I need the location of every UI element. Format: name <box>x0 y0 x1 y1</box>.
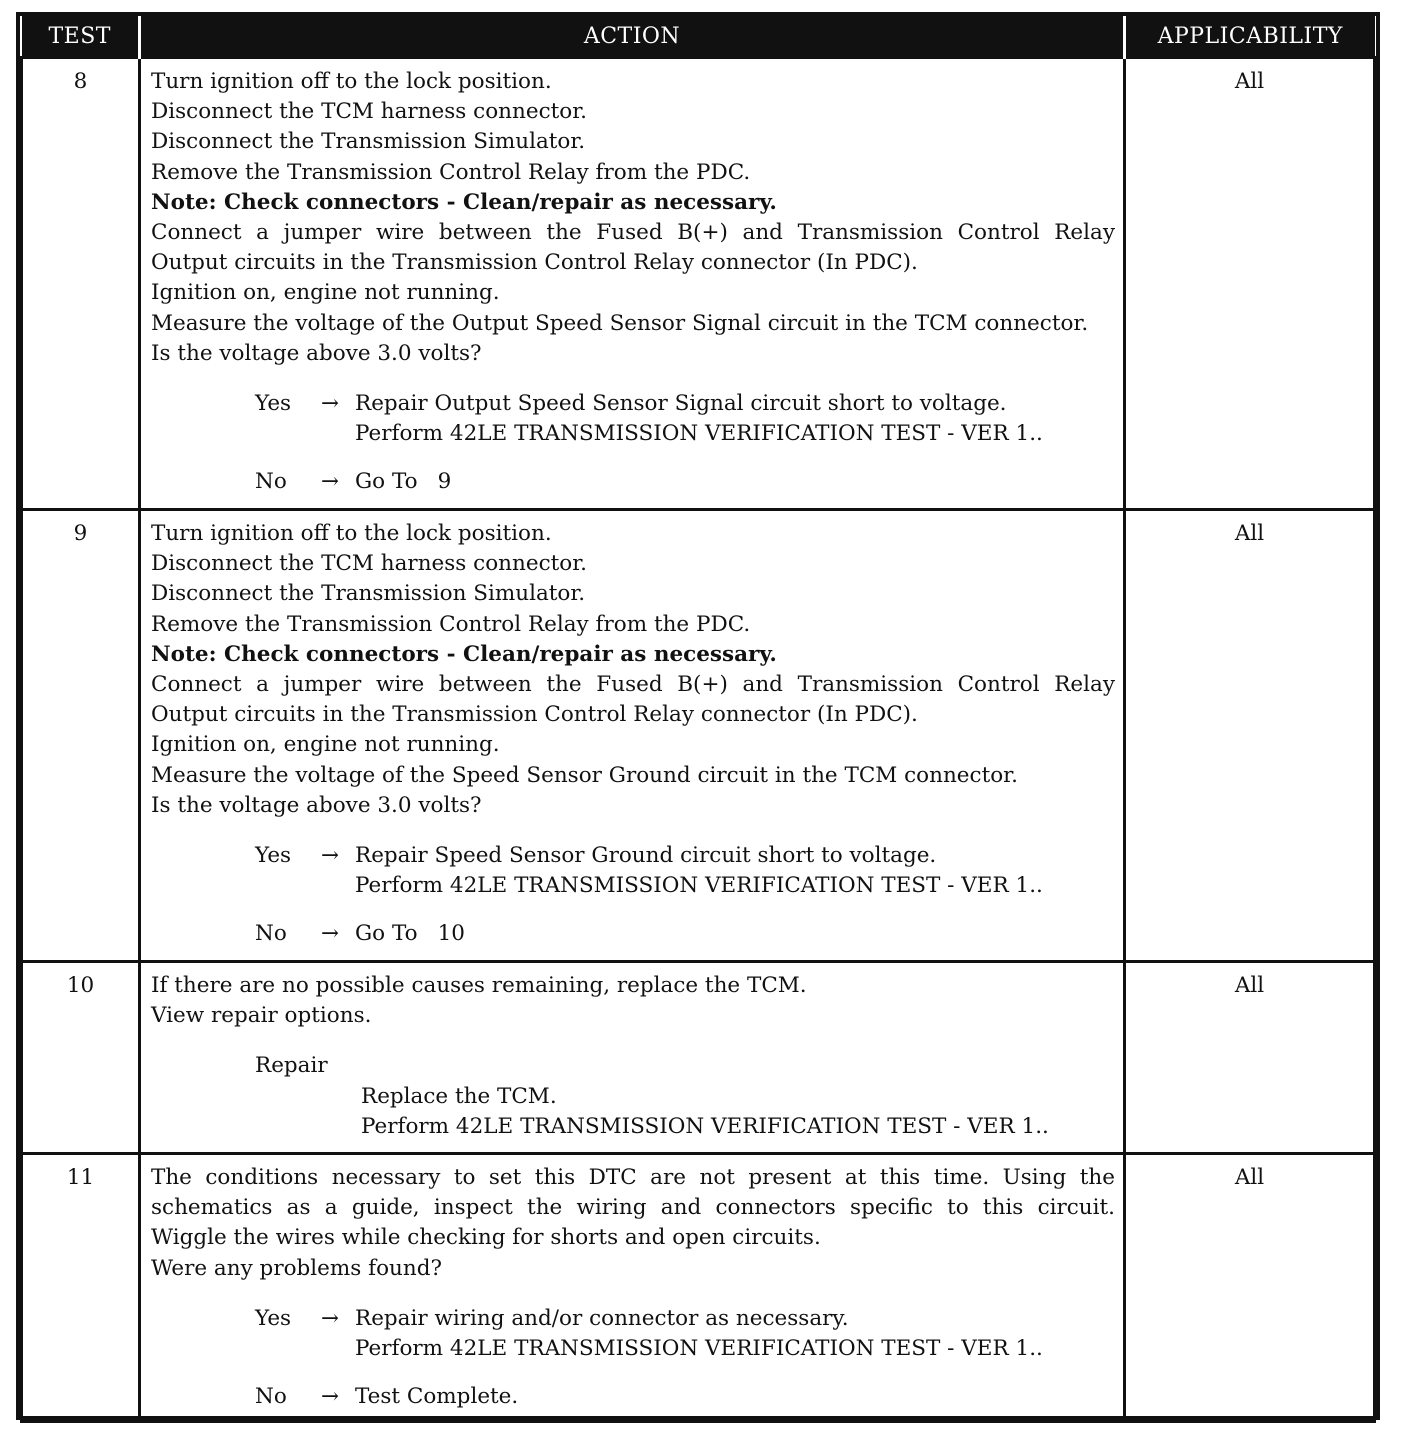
note-line: Note: Check connectors - Clean/repair as necessary. <box>151 189 777 215</box>
action-line: Ignition on, engine not running. <box>151 280 500 306</box>
action-line: Output circuits in the Transmission Control Relay connector (In PDC). <box>151 250 918 276</box>
action-line: Disconnect the TCM harness connector. <box>151 551 587 577</box>
arrow-icon: → <box>320 843 339 869</box>
action-line: Output circuits in the Transmission Control Relay connector (In PDC). <box>151 702 918 728</box>
header-action: ACTION <box>140 16 1125 58</box>
yes-action: Repair Speed Sensor Ground circuit short to voltage. <box>355 843 937 869</box>
no-label: No <box>255 469 287 495</box>
no-result <box>151 919 1115 949</box>
yes-action: Perform 42LE TRANSMISSION VERIFICATION TEST - VER 1.. <box>355 421 1043 447</box>
no-result <box>151 1382 1115 1412</box>
test-action <box>140 1154 1125 1422</box>
test-action <box>140 510 1125 962</box>
note-line: Note: Check connectors - Clean/repair as necessary. <box>151 641 777 667</box>
action-line: Connect a jumper wire between the Fused B(+) and Transmission Control Relay <box>151 220 1115 246</box>
no-action: Go To <box>355 921 418 947</box>
test-applicability: All <box>1125 510 1375 962</box>
test-row-9 <box>22 510 1375 962</box>
test-applicability: All <box>1125 1154 1375 1422</box>
test-number: 8 <box>22 58 140 510</box>
question-line: Is the voltage above 3.0 volts? <box>151 792 482 818</box>
repair-action: Replace the TCM. <box>361 1083 557 1109</box>
no-action: Test Complete. <box>355 1384 519 1410</box>
test-number: 9 <box>22 510 140 962</box>
test-applicability: All <box>1125 58 1375 510</box>
action-line: View repair options. <box>151 1003 372 1029</box>
arrow-icon: → <box>320 921 339 947</box>
test-action <box>140 58 1125 510</box>
no-label: No <box>255 921 287 947</box>
arrow-icon: → <box>320 391 339 417</box>
action-line: Disconnect the TCM harness connector. <box>151 99 587 125</box>
test-row-8 <box>22 58 1375 510</box>
header-row <box>22 16 1375 58</box>
yes-result <box>151 389 1115 449</box>
yes-label: Yes <box>255 1305 292 1331</box>
test-action <box>140 962 1125 1154</box>
yes-action: Perform 42LE TRANSMISSION VERIFICATION TEST - VER 1.. <box>355 1336 1043 1362</box>
no-label: No <box>255 1384 287 1410</box>
arrow-icon: → <box>320 1384 339 1410</box>
goto-target: 10 <box>437 921 465 947</box>
arrow-icon: → <box>320 469 339 495</box>
yes-action: Repair wiring and/or connector as necessary. <box>355 1305 849 1331</box>
repair-label: Repair <box>255 1053 328 1079</box>
header-applicability: APPLICABILITY <box>1125 16 1375 58</box>
header-test: TEST <box>22 16 140 58</box>
action-line: Disconnect the Transmission Simulator. <box>151 581 586 607</box>
test-row-11 <box>22 1154 1375 1422</box>
test-number: 11 <box>22 1154 140 1422</box>
action-line: Turn ignition off to the lock position. <box>151 69 552 94</box>
no-result <box>151 467 1115 497</box>
action-line: Measure the voltage of the Speed Sensor Ground circuit in the TCM connector. <box>151 762 1018 788</box>
yes-action: Repair Output Speed Sensor Signal circuit short to voltage. <box>355 391 1007 417</box>
action-line: Wiggle the wires while checking for shorts and open circuits. <box>151 1225 821 1251</box>
action-line: schematics as a guide, inspect the wiring and connectors specific to this circuit. <box>151 1195 1115 1221</box>
yes-label: Yes <box>255 843 292 869</box>
action-line: Ignition on, engine not running. <box>151 732 500 758</box>
arrow-icon: → <box>320 1305 339 1331</box>
yes-action: Perform 42LE TRANSMISSION VERIFICATION TEST - VER 1.. <box>355 873 1043 899</box>
question-line: Were any problems found? <box>151 1255 443 1281</box>
test-table <box>20 16 1376 1423</box>
action-line: Disconnect the Transmission Simulator. <box>151 129 586 155</box>
repair-action: Perform 42LE TRANSMISSION VERIFICATION TEST - VER 1.. <box>361 1113 1049 1139</box>
test-row-10 <box>22 962 1375 1154</box>
yes-result <box>151 841 1115 901</box>
goto-target: 9 <box>437 469 452 495</box>
yes-result <box>151 1304 1115 1364</box>
action-line: Turn ignition off to the lock position. <box>151 521 552 546</box>
test-number: 10 <box>22 962 140 1154</box>
action-line: The conditions necessary to set this DTC are not present at this time. Using the <box>151 1165 1115 1190</box>
yes-label: Yes <box>255 391 292 417</box>
action-line: If there are no possible causes remaining, replace the TCM. <box>151 973 807 998</box>
question-line: Is the voltage above 3.0 volts? <box>151 340 482 366</box>
test-applicability: All <box>1125 962 1375 1154</box>
diagnostic-test-table <box>16 12 1380 1420</box>
action-line: Measure the voltage of the Output Speed Sensor Signal circuit in the TCM connector. <box>151 310 1089 336</box>
no-action: Go To <box>355 469 418 495</box>
action-line: Remove the Transmission Control Relay from the PDC. <box>151 611 751 637</box>
action-line: Remove the Transmission Control Relay from the PDC. <box>151 159 751 185</box>
action-line: Connect a jumper wire between the Fused B(+) and Transmission Control Relay <box>151 672 1115 698</box>
